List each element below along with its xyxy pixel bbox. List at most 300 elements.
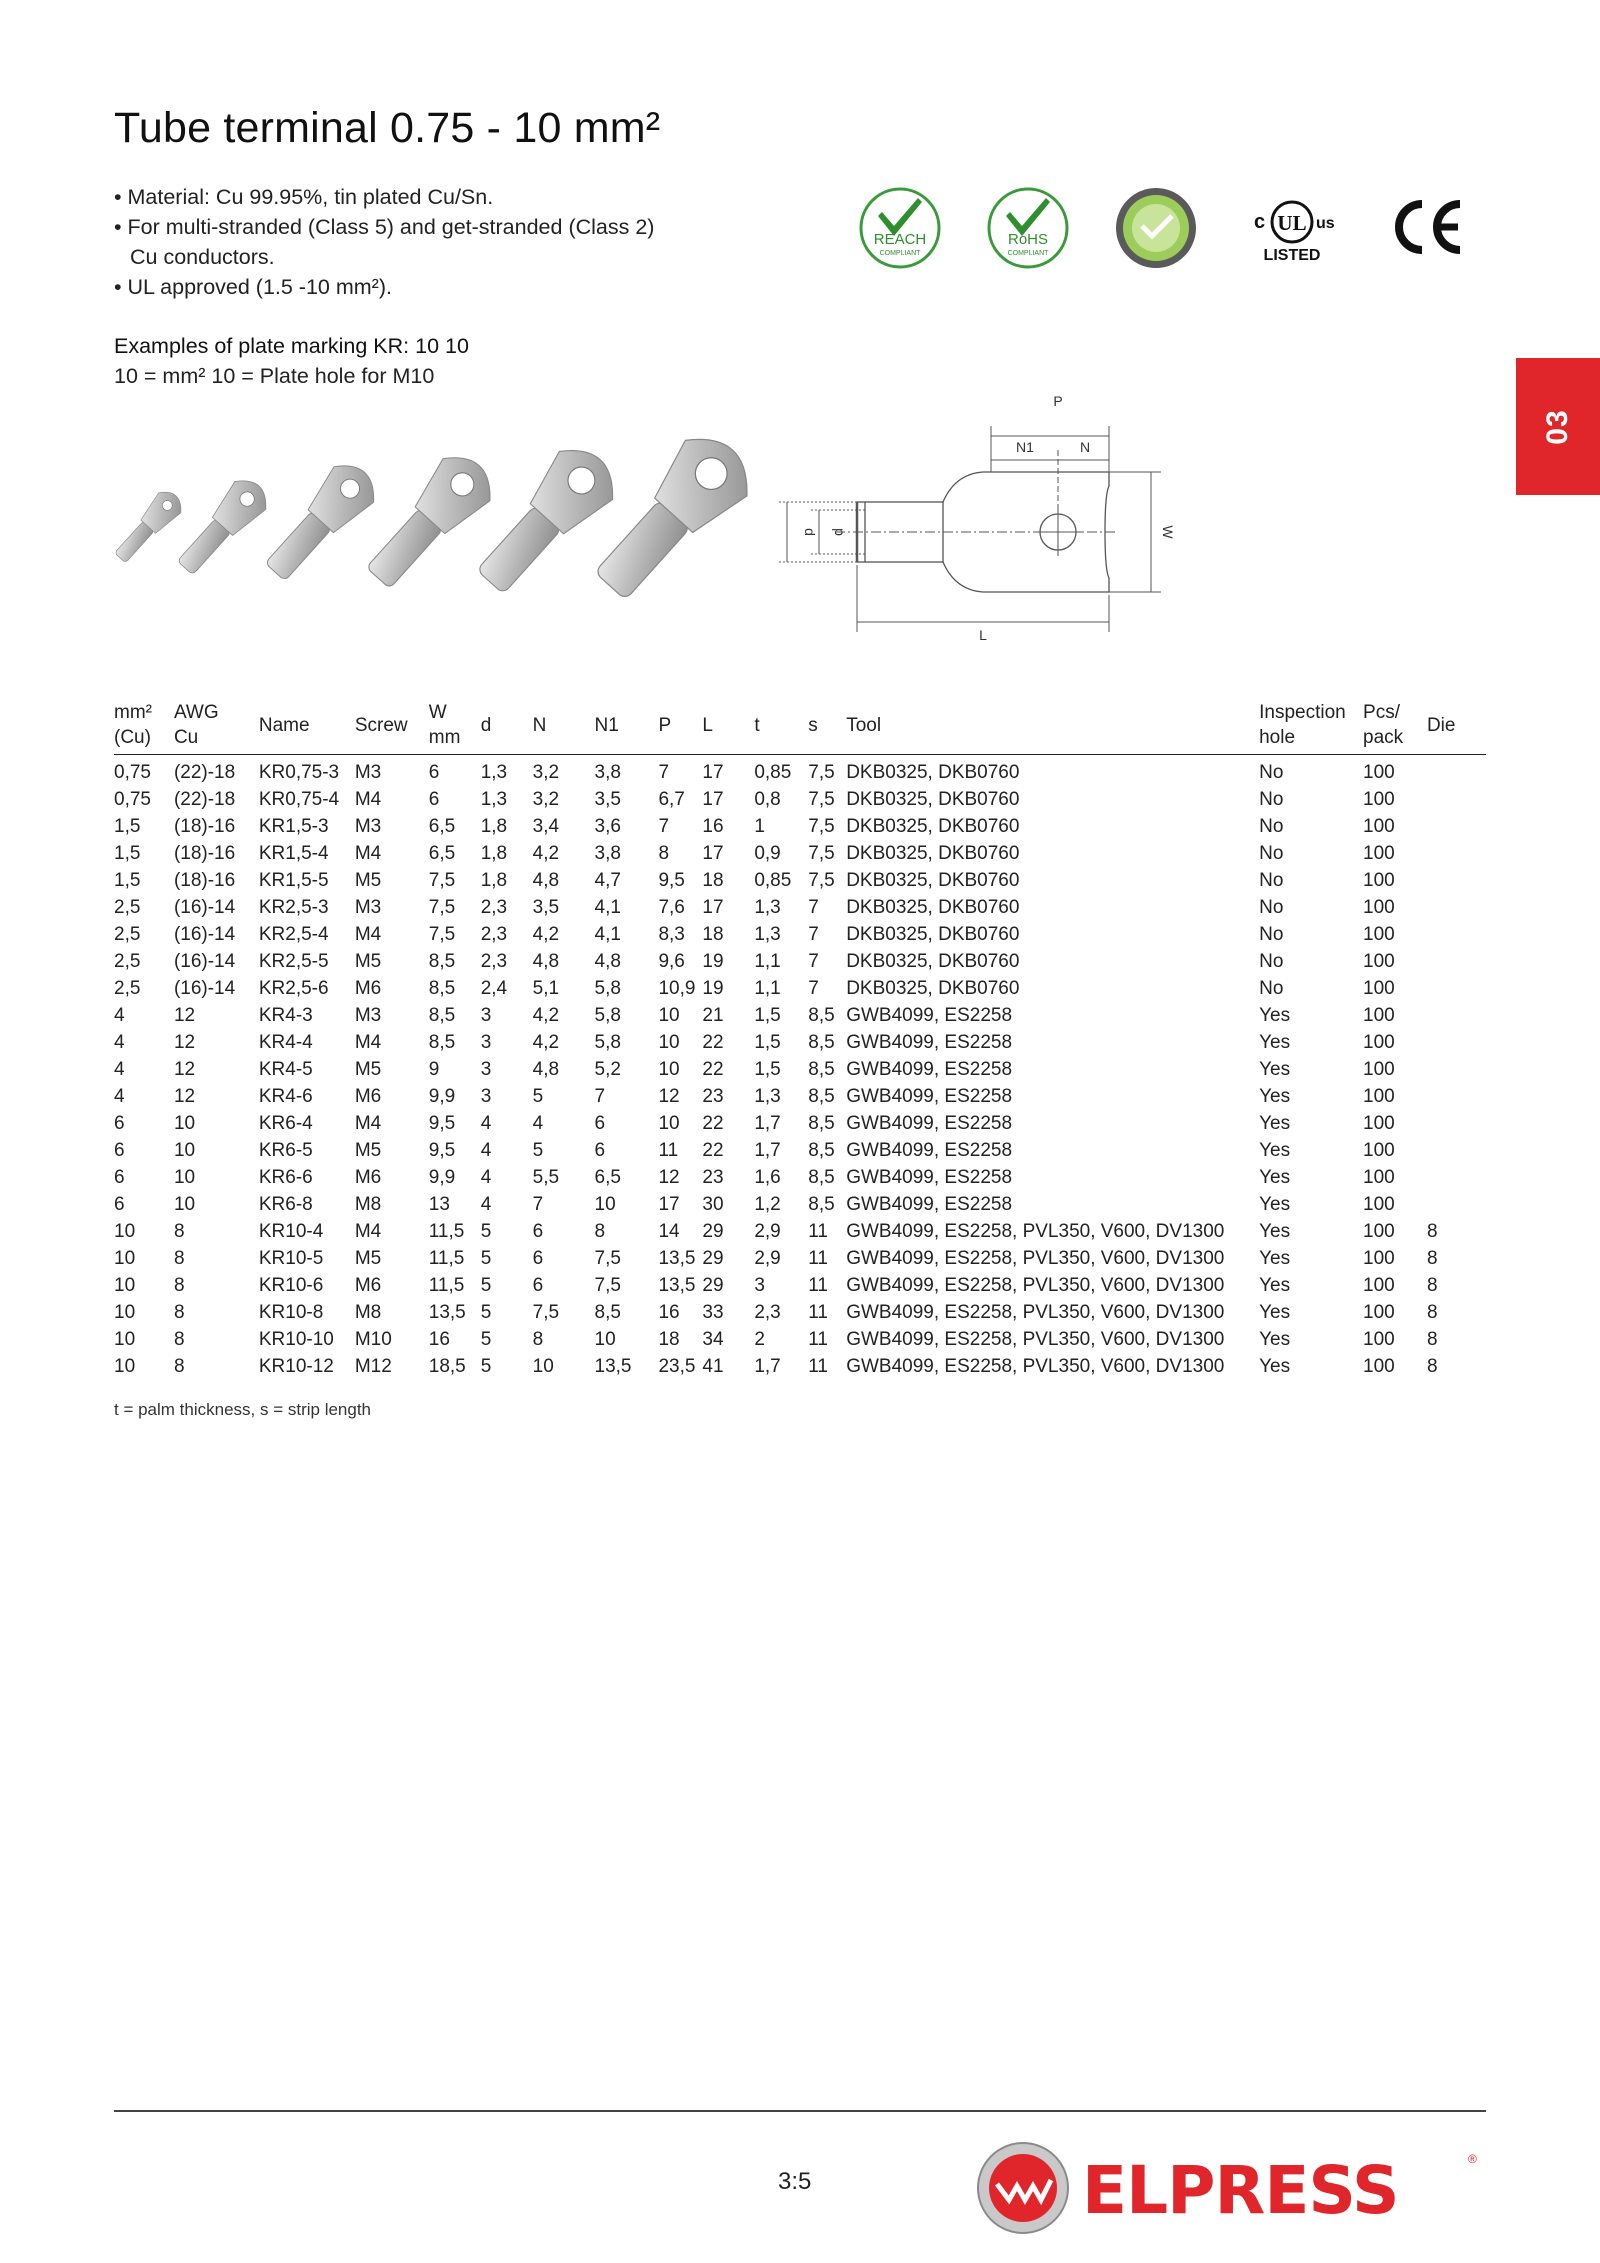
table-cell: 8,5 [808, 1140, 835, 1161]
table-cell: KR10-6 [258, 1275, 324, 1296]
column-header [355, 700, 429, 755]
table-cell: KR2,5-4 [258, 924, 329, 945]
ul-us-mark: us [1316, 215, 1335, 232]
table-cell: 4 [480, 1113, 492, 1134]
table-cell: 1,3 [480, 762, 508, 783]
table-cell: 3 [754, 1275, 765, 1296]
table-cell: M4 [354, 1113, 382, 1134]
table-cell: 7 [594, 1086, 606, 1107]
table-cell: 6 [428, 789, 440, 810]
table-cell: 6 [532, 1275, 544, 1296]
spec-table-header [114, 700, 1486, 755]
table-cell: 10 [114, 1329, 136, 1350]
table-cell: 8,5 [808, 1005, 835, 1026]
table-cell: 7,5 [808, 870, 835, 891]
dim-label-n: N [1079, 439, 1091, 455]
table-cell: 7,5 [428, 897, 456, 918]
column-header-line: hole [1259, 727, 1296, 748]
table-cell: 8,5 [428, 1005, 456, 1026]
table-cell [1427, 813, 1486, 840]
ul-mark: UL [1277, 211, 1307, 235]
table-cell: 100 [1363, 1248, 1395, 1269]
table-cell: 1,3 [754, 924, 781, 945]
table-cell: 0,75 [114, 762, 151, 783]
table-cell: 8 [173, 1356, 185, 1377]
table-cell [1427, 948, 1486, 975]
table-cell: (18)-16 [173, 816, 236, 837]
feature-item: Cu conductors. [130, 245, 275, 269]
table-cell: 10 [594, 1329, 616, 1350]
table-cell: 8,5 [808, 1059, 835, 1080]
table-cell [1427, 1137, 1486, 1164]
table-cell: Yes [1259, 1059, 1291, 1080]
column-header [754, 700, 808, 755]
table-cell: 5 [480, 1356, 492, 1377]
table-cell: 10 [173, 1140, 196, 1161]
table-cell: 4 [480, 1140, 492, 1161]
table-cell: 10 [532, 1356, 554, 1377]
table-row [114, 1299, 1486, 1326]
table-row [114, 948, 1486, 975]
feature-list [114, 182, 654, 302]
table-cell: 7 [658, 816, 670, 837]
table-cell: 1,5 [754, 1005, 781, 1026]
reach-label: REACH [873, 231, 927, 248]
dim-label-n1: N1 [1016, 439, 1034, 455]
table-cell: 22 [702, 1059, 724, 1080]
table-cell: 7,5 [808, 843, 835, 864]
table-cell: 23 [702, 1167, 724, 1188]
table-cell: 6 [532, 1248, 544, 1269]
table-cell: 3 [480, 1032, 492, 1053]
table-cell: 8 [1426, 1356, 1438, 1377]
table-cell: 100 [1363, 1140, 1395, 1161]
table-cell: 1,8 [480, 816, 508, 837]
terminal-lug [355, 445, 503, 600]
table-row [114, 1029, 1486, 1056]
table-cell: 8,5 [808, 1086, 835, 1107]
table-cell: No [1259, 870, 1284, 891]
brand-registered-mark: ® [1468, 2152, 1477, 2166]
table-cell: 3,8 [594, 762, 621, 783]
table-cell: 8 [173, 1302, 185, 1323]
table-cell: 1,6 [754, 1167, 781, 1188]
table-footnote: t = palm thickness, s = strip length [114, 1400, 372, 1419]
table-cell: GWB4099, ES2258 [846, 1032, 1013, 1053]
table-cell: 6 [114, 1140, 125, 1161]
table-cell: Yes [1259, 1302, 1291, 1323]
table-cell: 4,7 [594, 870, 621, 891]
table-cell: 2,3 [480, 924, 508, 945]
table-header-row [114, 700, 1486, 755]
table-cell: 100 [1363, 1005, 1395, 1026]
table-cell: No [1259, 816, 1284, 837]
table-cell: GWB4099, ES2258, PVL350, V600, DV1300 [846, 1221, 1225, 1242]
table-cell: 4 [114, 1059, 125, 1080]
table-cell: M12 [354, 1356, 392, 1377]
table-cell: KR1,5-3 [258, 816, 329, 837]
column-header-line: N [532, 714, 547, 736]
table-cell: (16)-14 [173, 978, 236, 999]
table-cell: 21 [702, 1005, 724, 1026]
table-cell: No [1259, 924, 1284, 945]
table-cell: 9,5 [428, 1113, 456, 1134]
table-cell: 8,3 [658, 924, 685, 945]
table-cell: 100 [1363, 762, 1395, 783]
table-cell: 7 [532, 1194, 544, 1215]
table-row [114, 921, 1486, 948]
table-cell: 3,5 [532, 897, 560, 918]
table-cell: M5 [354, 1248, 382, 1269]
table-cell: 11 [808, 1329, 828, 1350]
table-cell: 8 [1426, 1248, 1438, 1269]
table-cell: 7,5 [594, 1248, 621, 1269]
table-cell: 1,1 [754, 978, 781, 999]
table-cell: 8 [594, 1221, 606, 1242]
table-cell: M5 [354, 1140, 382, 1161]
table-cell: 7,6 [658, 897, 685, 918]
table-row [114, 1191, 1486, 1218]
table-cell: 12 [658, 1167, 680, 1188]
column-header [1363, 700, 1427, 755]
table-cell: KR10-5 [258, 1248, 324, 1269]
table-cell: 3,2 [532, 762, 560, 783]
column-header [174, 700, 259, 755]
table-cell: 0,75 [114, 789, 151, 810]
table-row [114, 786, 1486, 813]
table-cell: M4 [354, 924, 382, 945]
table-cell: KR1,5-4 [258, 843, 329, 864]
table-cell: 22 [702, 1140, 724, 1161]
table-cell [1427, 894, 1486, 921]
table-cell: 12 [173, 1059, 196, 1080]
table-cell: 30 [702, 1194, 724, 1215]
table-cell: 1,5 [114, 843, 141, 864]
table-row [114, 755, 1486, 787]
table-cell: 7,5 [808, 762, 835, 783]
ce-mark-icon [1388, 196, 1468, 258]
table-cell: KR0,75-4 [258, 789, 340, 810]
reach-sublabel: COMPLIANT [879, 250, 921, 257]
dim-label-d: d [802, 528, 818, 536]
table-cell: 10 [173, 1167, 196, 1188]
column-header [114, 700, 174, 755]
table-cell: 9,5 [658, 870, 685, 891]
table-cell: GWB4099, ES2258 [846, 1059, 1013, 1080]
table-cell [1427, 786, 1486, 813]
table-cell: M5 [354, 1059, 382, 1080]
column-header-line: Pcs/ [1363, 702, 1400, 723]
table-cell: 3 [480, 1059, 492, 1080]
table-cell: 8 [658, 843, 670, 864]
table-cell: 100 [1363, 789, 1395, 810]
table-cell: 11 [658, 1140, 679, 1161]
reach-compliant-icon [858, 186, 942, 270]
table-cell: 100 [1363, 978, 1395, 999]
table-cell: 8 [173, 1221, 185, 1242]
table-cell: 6 [114, 1194, 125, 1215]
table-cell: 10 [658, 1059, 680, 1080]
column-header [846, 700, 1259, 755]
table-cell: 6,5 [428, 816, 456, 837]
table-cell: 10 [594, 1194, 616, 1215]
table-cell: M4 [354, 789, 382, 810]
terminal-lug [170, 472, 275, 582]
table-cell: 10 [114, 1248, 136, 1269]
table-cell: 0,8 [754, 789, 781, 810]
table-cell: DKB0325, DKB0760 [846, 843, 1020, 864]
table-cell: 11,5 [428, 1275, 465, 1296]
table-cell: 7 [808, 924, 819, 945]
table-cell: GWB4099, ES2258, PVL350, V600, DV1300 [846, 1302, 1225, 1323]
table-cell: 10 [173, 1113, 196, 1134]
table-cell: 3 [480, 1005, 492, 1026]
table-cell: 6,5 [428, 843, 456, 864]
table-cell: 2,3 [754, 1302, 781, 1323]
table-cell: Yes [1259, 1086, 1291, 1107]
table-cell: 10 [658, 1005, 680, 1026]
table-cell: 8,5 [428, 1032, 456, 1053]
table-cell: (16)-14 [173, 951, 236, 972]
table-cell: KR10-4 [258, 1221, 324, 1242]
table-cell [1427, 867, 1486, 894]
table-cell: 0,85 [754, 762, 792, 783]
table-cell: 6 [594, 1113, 606, 1134]
table-cell: M4 [354, 1032, 382, 1053]
table-cell: KR2,5-6 [258, 978, 329, 999]
table-cell: 17 [702, 843, 724, 864]
table-cell: Yes [1259, 1032, 1291, 1053]
column-header-line: Die [1426, 714, 1456, 736]
terminal-lug [255, 455, 384, 590]
table-cell: 8,5 [808, 1167, 835, 1188]
table-cell: M3 [354, 897, 382, 918]
table-cell: KR10-10 [258, 1329, 334, 1350]
table-cell: 1,5 [114, 816, 141, 837]
table-cell: 1,5 [754, 1032, 781, 1053]
table-cell: 18 [658, 1329, 680, 1350]
terminal-lug-large [579, 422, 763, 614]
table-cell: 10 [114, 1221, 136, 1242]
table-cell: 8,5 [428, 978, 456, 999]
table-cell: KR10-12 [258, 1356, 334, 1377]
table-cell: 8 [1426, 1329, 1438, 1350]
table-cell: 1,3 [754, 1086, 781, 1107]
table-cell: 7,5 [428, 870, 456, 891]
dim-label-l: L [979, 627, 987, 643]
table-cell: 2,3 [480, 897, 508, 918]
table-cell: 100 [1363, 924, 1395, 945]
table-cell [1427, 975, 1486, 1002]
table-cell: 100 [1363, 1059, 1395, 1080]
table-cell: M6 [354, 1086, 382, 1107]
table-row [114, 1218, 1486, 1245]
table-cell: 4 [114, 1005, 125, 1026]
table-cell: 16 [702, 816, 724, 837]
table-cell: Yes [1259, 1248, 1291, 1269]
table-cell: No [1259, 843, 1284, 864]
table-cell: DKB0325, DKB0760 [846, 951, 1020, 972]
spec-table-body [114, 755, 1486, 1381]
table-cell: 4,2 [532, 1005, 560, 1026]
table-cell: 18 [702, 924, 724, 945]
table-cell: 4 [480, 1167, 492, 1188]
table-cell: 100 [1363, 1113, 1395, 1134]
table-cell: (16)-14 [173, 897, 236, 918]
table-row [114, 1056, 1486, 1083]
dim-label-p-upper: P [1053, 393, 1063, 409]
table-cell: 7 [808, 978, 819, 999]
table-cell: M5 [354, 870, 382, 891]
table-cell: 1,8 [480, 843, 508, 864]
table-cell: GWB4099, ES2258, PVL350, V600, DV1300 [846, 1248, 1225, 1269]
rohs-label: RoHS [1007, 231, 1049, 248]
table-cell: 11 [808, 1302, 828, 1323]
table-cell: Yes [1259, 1005, 1291, 1026]
table-cell [1427, 1083, 1486, 1110]
table-cell: 9,6 [658, 951, 685, 972]
column-header [429, 700, 481, 755]
table-cell: 100 [1363, 1032, 1395, 1053]
column-header-line: t [754, 714, 760, 736]
table-cell: 1,2 [754, 1194, 781, 1215]
table-cell: 7,5 [428, 924, 456, 945]
table-cell: 100 [1363, 816, 1395, 837]
table-cell: M8 [354, 1302, 382, 1323]
elpress-logo-icon [975, 2140, 1071, 2236]
terminal-product-photo [110, 490, 770, 660]
table-cell [1427, 840, 1486, 867]
table-cell: 3,5 [594, 789, 621, 810]
table-cell: DKB0325, DKB0760 [846, 789, 1020, 810]
table-cell: 3,8 [594, 843, 621, 864]
table-cell: 5 [532, 1086, 544, 1107]
table-cell: KR4-5 [258, 1059, 313, 1080]
table-cell: (18)-16 [173, 843, 236, 864]
table-cell: 100 [1363, 1086, 1395, 1107]
table-cell: No [1259, 978, 1284, 999]
table-cell: 2,5 [114, 951, 141, 972]
table-row [114, 840, 1486, 867]
table-cell: M4 [354, 1221, 382, 1242]
table-cell [1427, 1002, 1486, 1029]
table-cell: GWB4099, ES2258, PVL350, V600, DV1300 [846, 1329, 1225, 1350]
table-cell: 8,5 [594, 1302, 621, 1323]
table-row [114, 1110, 1486, 1137]
table-cell: DKB0325, DKB0760 [846, 870, 1020, 891]
table-cell: DKB0325, DKB0760 [846, 816, 1020, 837]
table-cell: 2,5 [114, 924, 141, 945]
table-cell: 9,9 [428, 1167, 456, 1188]
table-cell: 5,2 [594, 1059, 621, 1080]
table-row [114, 1353, 1486, 1380]
table-cell: 10 [658, 1032, 680, 1053]
table-cell: 8,5 [808, 1194, 835, 1215]
table-cell: M6 [354, 978, 382, 999]
table-cell: 1,7 [754, 1140, 781, 1161]
table-cell: Yes [1259, 1329, 1291, 1350]
table-cell: 5,8 [594, 978, 621, 999]
table-cell: 100 [1363, 1221, 1395, 1242]
table-cell: 7 [808, 897, 819, 918]
table-cell: M6 [354, 1275, 382, 1296]
table-cell: Yes [1259, 1167, 1291, 1188]
table-cell: 100 [1363, 1302, 1395, 1323]
table-cell [1427, 1056, 1486, 1083]
table-cell: No [1259, 951, 1284, 972]
table-cell: KR6-4 [258, 1113, 313, 1134]
table-cell: Yes [1259, 1140, 1291, 1161]
table-row [114, 975, 1486, 1002]
column-header-line: AWG [173, 702, 219, 723]
table-cell: 2 [754, 1329, 765, 1350]
table-cell: 6 [114, 1113, 125, 1134]
table-cell: 1,3 [480, 789, 508, 810]
table-cell: M3 [354, 762, 382, 783]
table-cell: 6 [532, 1221, 544, 1242]
table-cell: 33 [702, 1302, 724, 1323]
table-cell: KR10-8 [258, 1302, 324, 1323]
table-cell: 17 [702, 897, 724, 918]
table-cell: DKB0325, DKB0760 [846, 762, 1020, 783]
table-cell: KR0,75-3 [258, 762, 340, 783]
table-cell: Yes [1259, 1194, 1291, 1215]
table-cell [1427, 1110, 1486, 1137]
table-cell: 5 [480, 1221, 492, 1242]
table-cell: 13 [428, 1194, 450, 1215]
table-cell: 8,5 [808, 1113, 835, 1134]
table-cell: 11 [808, 1356, 828, 1377]
column-header-line: (Cu) [114, 727, 151, 748]
column-header [533, 700, 595, 755]
table-cell: 5 [480, 1275, 492, 1296]
table-cell [1427, 755, 1486, 787]
column-header-line: Screw [354, 714, 408, 736]
table-cell: DKB0325, DKB0760 [846, 897, 1020, 918]
section-tab-number: 03 [1541, 408, 1574, 445]
column-header-line: Cu [173, 727, 199, 748]
table-cell: 100 [1363, 951, 1395, 972]
column-header-line: s [808, 714, 818, 736]
table-cell: No [1259, 789, 1284, 810]
brand-wordmark: ELPRESS [1082, 2152, 1399, 2229]
table-cell: Yes [1259, 1221, 1291, 1242]
table-cell: 12 [173, 1032, 196, 1053]
table-cell: Yes [1259, 1275, 1291, 1296]
table-cell: 100 [1363, 1275, 1395, 1296]
table-cell: M8 [354, 1194, 382, 1215]
table-cell [1427, 1029, 1486, 1056]
table-cell: No [1259, 897, 1284, 918]
table-cell: 100 [1363, 897, 1395, 918]
table-cell: 7,5 [594, 1275, 621, 1296]
table-cell: 5,8 [594, 1005, 621, 1026]
column-header [808, 700, 846, 755]
table-cell: 7 [808, 951, 819, 972]
table-cell: 13,5 [594, 1356, 632, 1377]
table-cell: 1,5 [114, 870, 141, 891]
table-cell: 6,5 [594, 1167, 621, 1188]
table-cell: 18 [702, 870, 724, 891]
table-cell: 7,5 [808, 816, 835, 837]
terminal-lug-small [109, 486, 187, 568]
table-cell: 2,4 [480, 978, 508, 999]
table-cell [1427, 1191, 1486, 1218]
table-cell: No [1259, 762, 1284, 783]
table-cell: 13,5 [428, 1302, 466, 1323]
rohs-sublabel: COMPLIANT [1007, 250, 1049, 257]
table-cell: M6 [354, 1167, 382, 1188]
